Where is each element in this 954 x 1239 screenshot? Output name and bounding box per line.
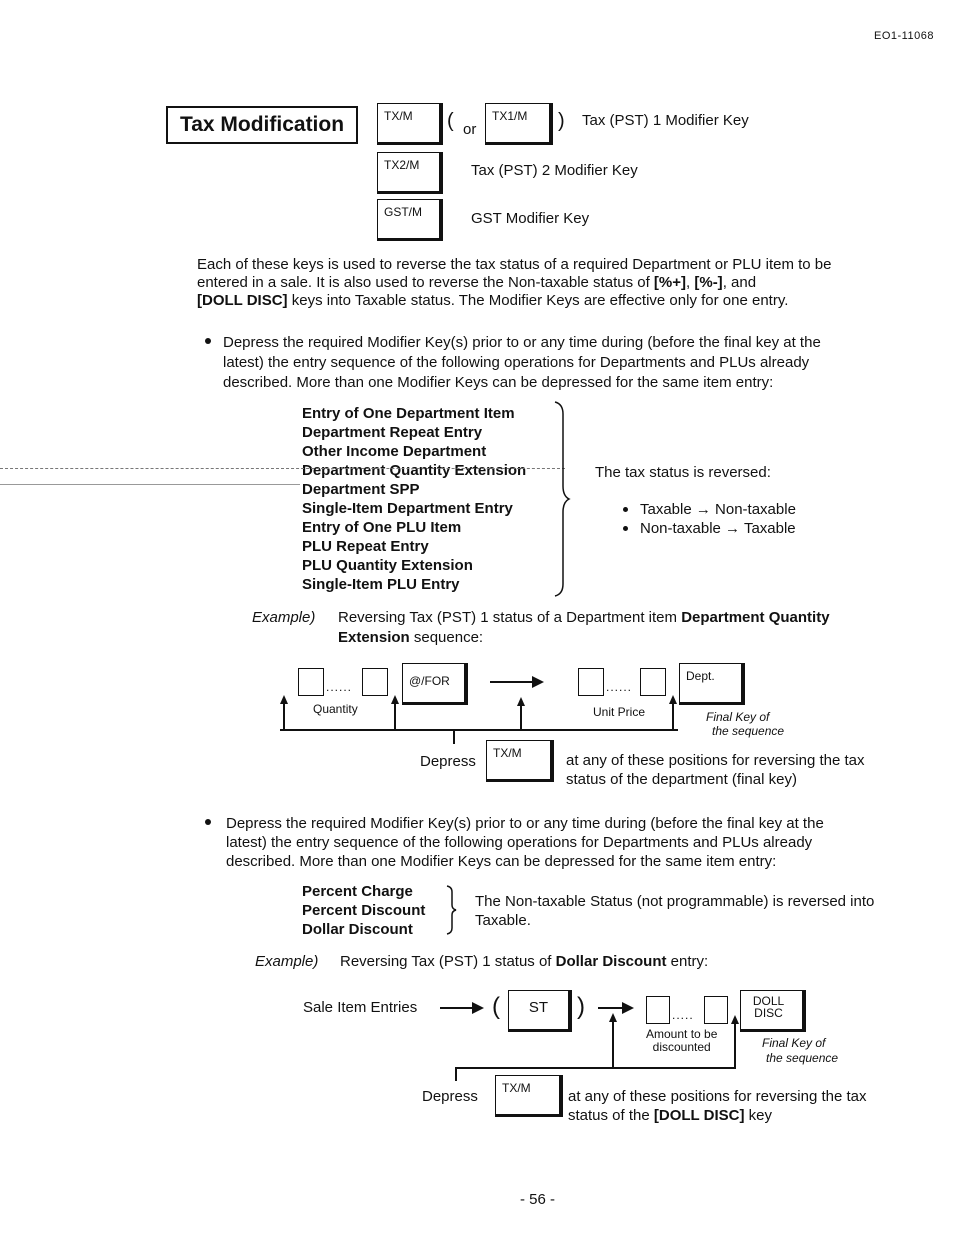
operation-item: Other Income Department: [302, 443, 487, 460]
bullet1-line-1: Depress the required Modifier Key(s) prior to or any time during (before the final key at the: [223, 334, 821, 351]
arrow-up-icon: [669, 695, 677, 704]
operations-list: [302, 404, 526, 594]
brace-icon: [445, 884, 459, 936]
arrow-shaft: [520, 702, 522, 730]
tx1m-key: [485, 103, 553, 145]
arrow-shaft: [598, 1007, 624, 1009]
dept-key: [679, 663, 745, 705]
operation-item: Percent Charge: [302, 883, 413, 900]
or-text: or: [463, 121, 477, 138]
digit-box: [640, 668, 666, 696]
bullet-icon: [205, 338, 211, 344]
bullet-icon: [623, 526, 628, 531]
example1-bold: Department Quantity: [681, 609, 830, 626]
amount-label: [646, 1028, 717, 1054]
bullet2-line-3: described. More than one Modifier Keys can be depressed for the same item entry:: [226, 853, 777, 870]
example1-description: [338, 608, 898, 648]
comma: ,: [686, 274, 695, 291]
amount-text: Amount to be: [646, 1027, 718, 1041]
tx2-description: Tax (PST) 2 Modifier Key: [471, 162, 638, 179]
example1-text: Reversing Tax (PST) 1 status of a Department item: [338, 609, 682, 626]
arrow-shaft: [612, 1018, 614, 1068]
operation-item: Single-Item PLU Entry: [302, 576, 460, 593]
dots: ......: [606, 680, 633, 694]
final-key-text: Final Key of: [762, 1036, 826, 1050]
document-id: EO1-11068: [874, 30, 934, 42]
txm-key-example1: [486, 740, 554, 782]
note-line: at any of these positions for reversing the tax: [566, 752, 865, 769]
status-item: Non-taxable → Taxable: [640, 520, 796, 537]
note-text: key: [744, 1107, 772, 1124]
scan-artifact-line: [0, 484, 300, 485]
paren-close: ): [558, 110, 565, 132]
txm-key-label: TX/M: [493, 746, 522, 760]
status-line: Taxable.: [475, 912, 531, 929]
depress-label: Depress: [422, 1088, 478, 1105]
operation-item: Entry of One Department Item: [302, 405, 515, 422]
tx1-description: Tax (PST) 1 Modifier Key: [582, 112, 749, 129]
operation-item: Department Quantity Extension: [302, 462, 527, 479]
arrow-shaft: [394, 700, 396, 730]
example2-text: entry:: [666, 953, 709, 970]
bullet2-line-1: Depress the required Modifier Key(s) prior to or any time during (before the final key at the: [226, 815, 824, 832]
operation-item: PLU Quantity Extension: [302, 557, 473, 574]
note-text: status of the: [568, 1107, 654, 1124]
quantity-label: Quantity: [313, 702, 358, 716]
dots: .....: [672, 1008, 694, 1022]
final-key-text: the sequence: [712, 724, 785, 738]
example1-label: Example): [252, 609, 316, 626]
depress-label: Depress: [420, 753, 476, 770]
arrow-shaft: [283, 700, 285, 730]
digit-box: [298, 668, 324, 696]
unit-price-label: Unit Price: [593, 705, 646, 719]
doll-disc-label: DOLL: [752, 994, 785, 1008]
operation-item: Entry of One PLU Item: [302, 519, 462, 536]
example2-label: Example): [255, 953, 319, 970]
gstm-key: [377, 199, 443, 241]
bullet-icon: [623, 507, 628, 512]
final-key-text: Final Key of: [706, 710, 770, 724]
for-key: [402, 663, 468, 705]
final-key-label: [762, 1036, 838, 1066]
arrow-shaft: [734, 1020, 736, 1068]
dept-key-label: Dept.: [686, 669, 715, 683]
status-line: The Non-taxable Status (not programmable) is reversed into: [475, 893, 875, 910]
operation-item: Percent Discount: [302, 902, 426, 919]
operation-item: Single-Item Department Entry: [302, 500, 513, 517]
bracket-line: [455, 1067, 736, 1069]
operation-item: PLU Repeat Entry: [302, 538, 429, 555]
bullet1-paragraph: [223, 333, 905, 393]
txm-key-example2: [495, 1075, 563, 1117]
intro-text: entered in a sale. It is also used to reverse the Non-taxable status of: [197, 274, 654, 291]
note-line: [568, 1106, 912, 1125]
bullet1-line-2: latest) the entry sequence of the following operations for Departments and PLUs already: [223, 354, 810, 371]
operation-item: Dollar Discount: [302, 921, 413, 938]
bullet2-status: [475, 892, 907, 930]
dots: ......: [326, 680, 353, 694]
bracket-line: [280, 729, 678, 731]
example1-note: [566, 751, 912, 789]
sale-item-label: Sale Item Entries: [303, 999, 418, 1016]
doll-disc-label: DISC: [754, 1006, 783, 1020]
note-line: status of the department (final key): [566, 771, 797, 788]
intro-text: , and: [722, 274, 757, 291]
note-line: at any of these positions for reversing the tax: [568, 1088, 867, 1105]
st-key: [508, 990, 572, 1032]
example2-bold: Dollar Discount: [555, 953, 667, 970]
arrow-right-icon: [472, 1002, 484, 1014]
connector-line: [453, 730, 455, 744]
tx2m-key: [377, 152, 443, 194]
paren-open: (: [447, 110, 454, 132]
arrow-up-icon: [517, 697, 525, 706]
txm-key: [377, 103, 443, 145]
doll-disc-key-ref: [DOLL DISC]: [653, 1107, 745, 1124]
doll-disc-key-ref: [DOLL DISC]: [197, 292, 288, 309]
tx2m-key-label: TX2/M: [384, 158, 420, 172]
final-key-label: [706, 710, 784, 738]
tax-status-text: The tax status is reversed:: [595, 464, 771, 481]
scan-artifact-line: [0, 468, 565, 469]
txm-key-label: TX/M: [384, 109, 413, 123]
arrow-right-icon: [622, 1002, 634, 1014]
page-number: - 56 -: [520, 1191, 556, 1208]
arrow-up-icon: [280, 695, 288, 704]
brace-icon: [553, 400, 573, 598]
amount-text: discounted: [652, 1040, 711, 1054]
connector-line: [455, 1067, 457, 1081]
example1-bold: Extension: [338, 629, 410, 646]
arrow-right-icon: [532, 676, 544, 688]
digit-box: [704, 996, 728, 1024]
bullet1-line-3: described. More than one Modifier Keys can be depressed for the same item entry:: [223, 374, 774, 391]
intro-line-2: [197, 274, 905, 292]
arrow-up-icon: [391, 695, 399, 704]
intro-line-3: [197, 292, 905, 310]
digit-box: [578, 668, 604, 696]
operation-item: Department Repeat Entry: [302, 424, 483, 441]
st-key-label: ST: [528, 999, 549, 1016]
percent-minus-key-ref: [%-]: [694, 274, 723, 291]
section-title: Tax Modification: [166, 106, 358, 144]
percent-plus-key-ref: [%+]: [653, 274, 687, 291]
intro-paragraph: [197, 256, 905, 310]
digit-box: [362, 668, 388, 696]
example2-text: Reversing Tax (PST) 1 status of: [340, 953, 556, 970]
digit-box: [646, 996, 670, 1024]
tx1m-key-label: TX1/M: [492, 109, 528, 123]
arrow-shaft: [672, 700, 674, 730]
bullet2-line-2: latest) the entry sequence of the following operations for Departments and PLUs already: [226, 834, 813, 851]
paren-open: (: [492, 993, 500, 1020]
example1-text: sequence:: [409, 629, 484, 646]
txm-key-label: TX/M: [502, 1081, 531, 1095]
paren-close: ): [577, 993, 585, 1020]
gst-description: GST Modifier Key: [471, 210, 590, 227]
operation-item: Department SPP: [302, 481, 420, 498]
bullet2-paragraph: [226, 814, 906, 871]
arrow-up-icon: [731, 1015, 739, 1024]
doll-disc-key: [740, 990, 806, 1032]
arrow-up-icon: [609, 1013, 617, 1022]
example2-description: [340, 953, 708, 970]
intro-line-1: Each of these keys is used to reverse the tax status of a required Department or PLU item to be: [197, 256, 832, 273]
arrow-shaft: [440, 1007, 474, 1009]
arrow-shaft: [490, 681, 534, 683]
gstm-key-label: GST/M: [384, 205, 422, 219]
intro-text: keys into Taxable status. The Modifier Keys are effective only for one entry.: [287, 292, 789, 309]
discount-operations-list: [302, 882, 425, 939]
status-item: Taxable → Non-taxable: [640, 501, 796, 518]
final-key-text: the sequence: [766, 1051, 839, 1065]
bullet-icon: [205, 819, 211, 825]
example2-note: [568, 1087, 912, 1125]
for-key-label: @/FOR: [409, 674, 450, 688]
